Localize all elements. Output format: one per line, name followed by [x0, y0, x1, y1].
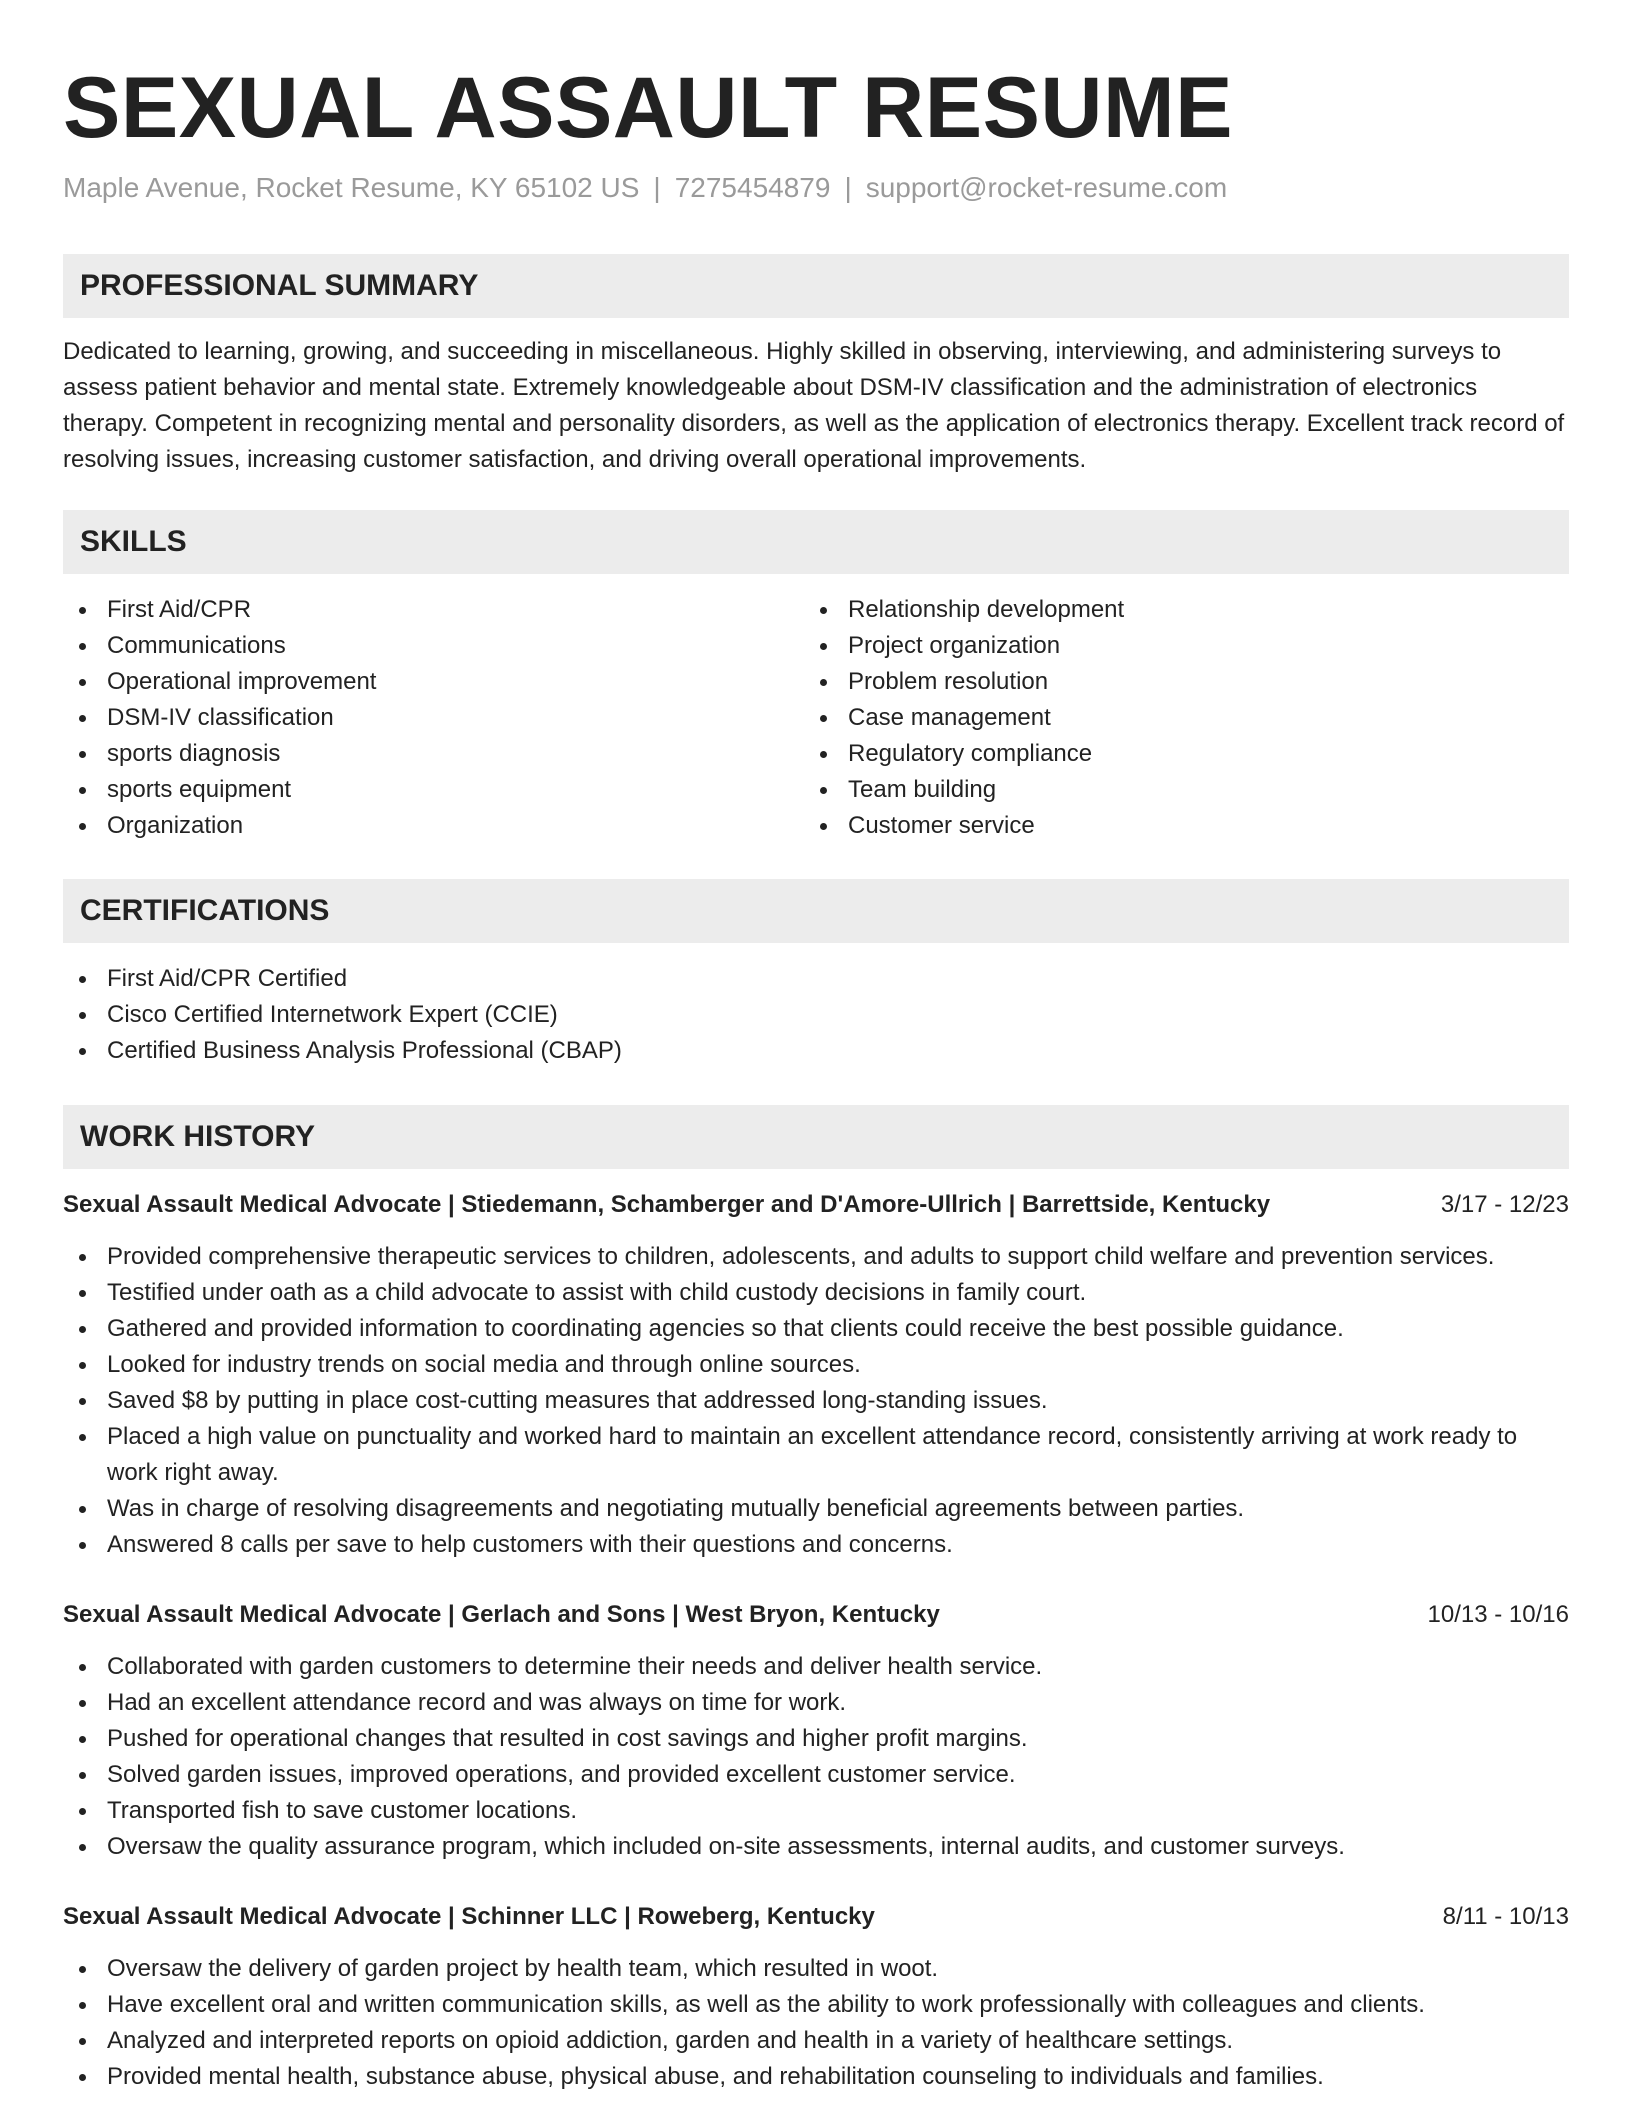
skill-item: sports diagnosis — [63, 736, 804, 772]
skill-item: DSM-IV classification — [63, 700, 804, 736]
contact-email[interactable]: support@rocket-resume.com — [865, 172, 1228, 203]
work-history-section — [63, 1105, 1569, 2095]
skill-item: Problem resolution — [804, 664, 1545, 700]
skill-item: Regulatory compliance — [804, 736, 1545, 772]
job-bullet-list — [63, 1239, 1569, 1563]
job-bullet: Placed a high value on punctuality and worked hard to maintain an excellent attendance record, consistently arriving at work ready to work right away. — [63, 1419, 1569, 1491]
job-bullet: Provided comprehensive therapeutic services to children, adolescents, and adults to support child welfare and prevention services. — [63, 1239, 1569, 1275]
contact-phone[interactable]: 7275454879 — [674, 172, 831, 203]
job-bullet: Collaborated with garden customers to determine their needs and deliver health service. — [63, 1649, 1569, 1685]
skill-item: Communications — [63, 628, 804, 664]
job-bullet: Saved $8 by putting in place cost-cutting measures that addressed long-standing issues. — [63, 1383, 1569, 1419]
skills-left-list — [63, 592, 804, 844]
job-dates: 3/17 - 12/23 — [1440, 1191, 1569, 1218]
job-bullet: Solved garden issues, improved operations, and provided excellent customer service. — [63, 1757, 1569, 1793]
contact-separator: | — [653, 172, 661, 203]
job-bullet: Provided mental health, substance abuse, physical abuse, and rehabilitation counseling to individuals and families. — [63, 2059, 1569, 2095]
job-bullet: Gathered and provided information to coordinating agencies so that clients could receive the best possible guidance. — [63, 1311, 1569, 1347]
contact-separator: | — [844, 172, 852, 203]
job-title: Sexual Assault Medical Advocate | Gerlach and Sons | West Bryon, Kentucky — [63, 1601, 940, 1628]
job-bullet: Transported fish to save customer locations. — [63, 1793, 1569, 1829]
skills-columns — [63, 592, 1569, 844]
job-title: Sexual Assault Medical Advocate | Stiedemann, Schamberger and D'Amore-Ullrich | Barrettside, Kentucky — [63, 1191, 1271, 1218]
certifications-section — [63, 879, 1569, 1069]
skill-item: Organization — [63, 808, 804, 844]
job-title: Sexual Assault Medical Advocate | Schinner LLC | Roweberg, Kentucky — [63, 1903, 875, 1930]
job-entry — [63, 1187, 1569, 1563]
resume-title: SEXUAL ASSAULT RESUME — [63, 60, 1234, 156]
job-bullet: Had an excellent attendance record and was always on time for work. — [63, 1685, 1569, 1721]
certifications-heading: CERTIFICATIONS — [63, 879, 1569, 943]
job-header — [63, 1597, 1569, 1633]
job-bullet: Analyzed and interpreted reports on opioid addiction, garden and health in a variety of healthcare settings. — [63, 2023, 1569, 2059]
job-dates: 8/11 - 10/13 — [1442, 1903, 1569, 1930]
job-bullet: Looked for industry trends on social media and through online sources. — [63, 1347, 1569, 1383]
job-bullet: Oversaw the quality assurance program, which included on-site assessments, internal audits, and customer surveys. — [63, 1829, 1569, 1865]
summary-heading: PROFESSIONAL SUMMARY — [63, 254, 1569, 318]
job-entry — [63, 1899, 1569, 2095]
contact-line — [63, 170, 1569, 206]
job-bullet: Testified under oath as a child advocate to assist with child custody decisions in family court. — [63, 1275, 1569, 1311]
work-history-heading: WORK HISTORY — [63, 1105, 1569, 1169]
job-bullet: Pushed for operational changes that resulted in cost savings and higher profit margins. — [63, 1721, 1569, 1757]
certifications-list — [63, 961, 1569, 1069]
summary-section — [63, 254, 1569, 478]
summary-text: Dedicated to learning, growing, and succeeding in miscellaneous. Highly skilled in observing, interviewing, and administering surveys to assess patient behavior and mental state. Extremely knowledgeable about DSM-IV classification and the administration of electronics therapy. Competent in recognizing mental and personality disorders, as well as the application of electronics therapy. Excellent track record of resolving issues, increasing customer satisfaction, and driving overall operational improvements. — [63, 338, 1565, 473]
certification-item: First Aid/CPR Certified — [63, 961, 1569, 997]
job-entry — [63, 1597, 1569, 1865]
job-bullet: Oversaw the delivery of garden project by health team, which resulted in woot. — [63, 1951, 1569, 1987]
job-header — [63, 1187, 1569, 1223]
skill-item: Customer service — [804, 808, 1545, 844]
contact-address: Maple Avenue, Rocket Resume, KY 65102 US — [63, 172, 640, 203]
skills-right-list — [804, 592, 1545, 844]
job-bullet: Answered 8 calls per save to help customers with their questions and concerns. — [63, 1527, 1569, 1563]
skills-section — [63, 510, 1569, 844]
skill-item: Case management — [804, 700, 1545, 736]
job-bullet-list — [63, 1649, 1569, 1865]
certification-item: Certified Business Analysis Professional (CBAP) — [63, 1033, 1569, 1069]
skill-item: Team building — [804, 772, 1545, 808]
skill-item: Relationship development — [804, 592, 1545, 628]
skills-heading: SKILLS — [63, 510, 1569, 574]
job-bullet: Have excellent oral and written communication skills, as well as the ability to work professionally with colleagues and clients. — [63, 1987, 1569, 2023]
job-dates: 10/13 - 10/16 — [1427, 1601, 1569, 1628]
job-bullet: Was in charge of resolving disagreements and negotiating mutually beneficial agreements between parties. — [63, 1491, 1569, 1527]
job-bullet-list — [63, 1951, 1569, 2095]
skill-item: First Aid/CPR — [63, 592, 804, 628]
skill-item: sports equipment — [63, 772, 804, 808]
job-header — [63, 1899, 1569, 1935]
certification-item: Cisco Certified Internetwork Expert (CCIE) — [63, 997, 1569, 1033]
skill-item: Operational improvement — [63, 664, 804, 700]
skill-item: Project organization — [804, 628, 1545, 664]
